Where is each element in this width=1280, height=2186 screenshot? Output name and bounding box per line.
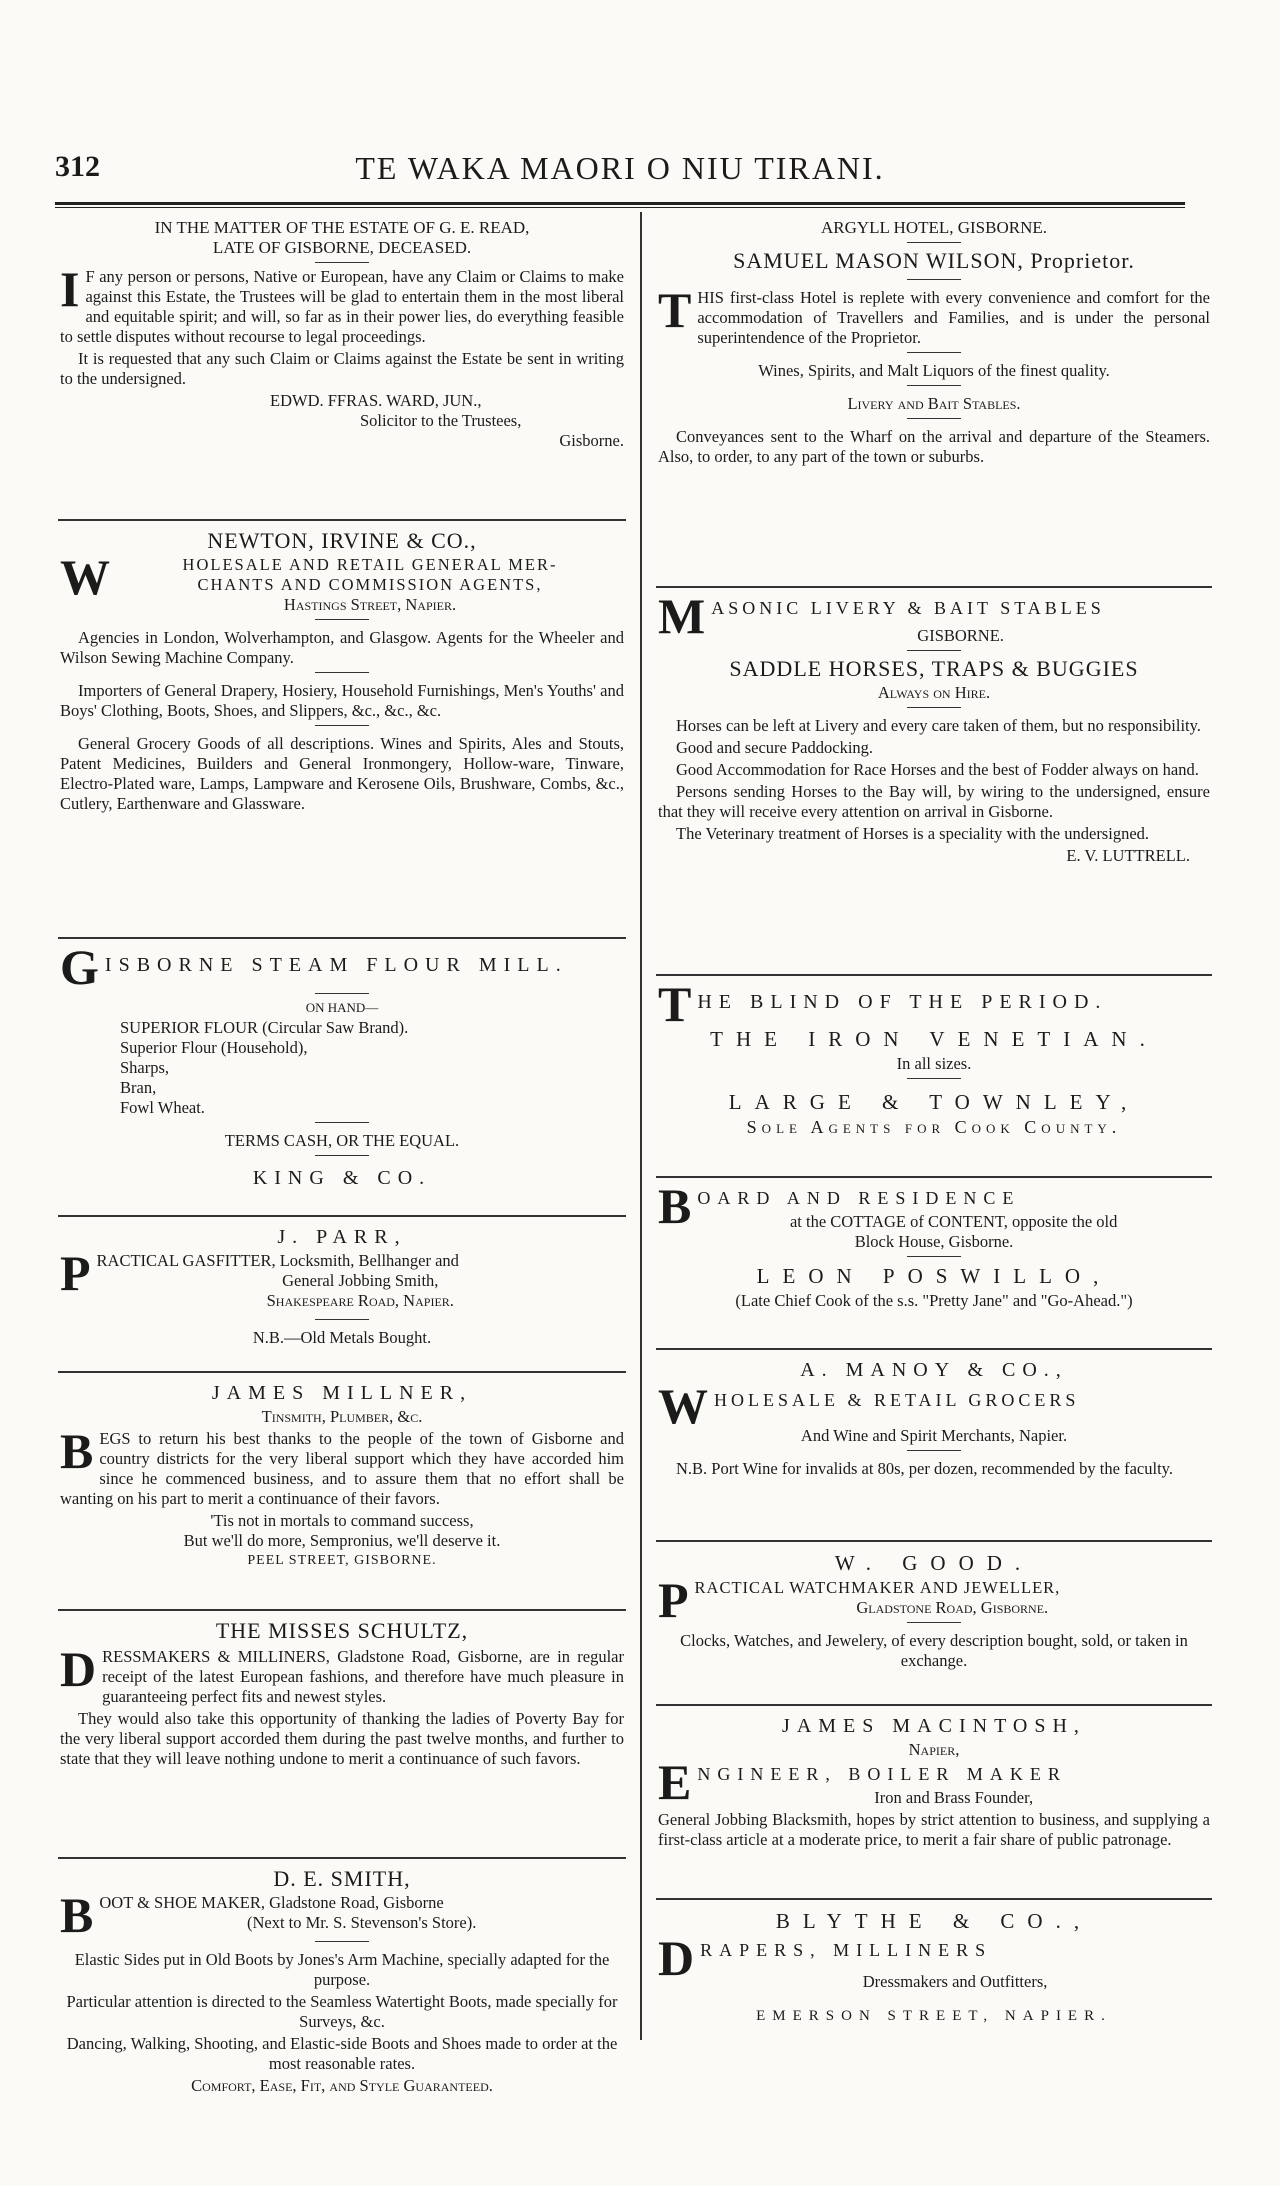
ad-text: General Jobbing Blacksmith, hopes by strict attention to business, and supplying a first-class article at a moderate price, to merit a fair share of public patronage.	[658, 1810, 1210, 1849]
product-item: SUPERIOR FLOUR (Circular Saw Brand).	[120, 1018, 409, 1037]
product-item: Superior Flour (Household),	[120, 1038, 308, 1057]
ad-text: It is requested that any such Claim or Claims against the Estate be sent in writing to the undersigned.	[60, 349, 624, 388]
signature: EDWD. FFRAS. WARD, JUN.,	[270, 391, 482, 410]
ad-text: The Veterinary treatment of Horses is a speciality with the undersigned.	[676, 824, 1150, 843]
ad-place: Napier,	[908, 1740, 960, 1759]
ad-james-millner	[58, 1373, 626, 1611]
right-column	[656, 212, 1212, 2034]
ad-tagline: Comfort, Ease, Fit, and Style Guaranteed.	[191, 2076, 493, 2095]
ad-address: Gladstone Road, Gisborne.	[856, 1598, 1049, 1617]
ad-misses-schultz	[58, 1611, 626, 1859]
ad-gisborne-flour-mill	[58, 939, 626, 1217]
product-item: Fowl Wheat.	[120, 1098, 205, 1117]
quote-line: 'Tis not in mortals to command success,	[210, 1511, 474, 1530]
ad-j-parr	[58, 1217, 626, 1373]
ad-blind-of-the-period	[656, 976, 1212, 1178]
ad-firm-name: J. PARR,	[277, 1226, 407, 1248]
ad-text: at the COTTAGE of CONTENT, opposite the old	[789, 1212, 1118, 1231]
ad-heading: HE BLIND OF THE PERIOD.	[697, 991, 1108, 1013]
drop-cap: M	[658, 588, 706, 644]
ad-text: RESSMAKERS & MILLINERS, Gladstone Road, Gisborne, are in regular receipt of the latest European fashions, and therefore have much pleasure in guaranteeing perfect fits and newest styles.	[102, 1647, 624, 1706]
ad-firm-name: A. MANOY & CO.,	[800, 1359, 1068, 1381]
ad-text: F any person or persons, Native or European, have any Claim or Claims to make against this Estate, the Trustees will be glad to entertain them in the most liberal and equitable spirit; and will, so far as in their power lies, do everything feasible to settle disputes without recourse to legal proceedings.	[60, 267, 624, 346]
signature-place: Gisborne.	[559, 431, 624, 450]
ad-heading: RACTICAL GASFITTER, Locksmith, Bellhanger and	[96, 1251, 459, 1270]
header-rule-thin	[55, 207, 1185, 208]
ad-subheading: SADDLE HORSES, TRAPS & BUGGIES	[729, 656, 1139, 681]
ad-agents: Sole Agents for Cook County.	[746, 1117, 1122, 1137]
on-hand-label: ON HAND—	[305, 1000, 379, 1015]
ad-sizes: In all sizes.	[896, 1054, 972, 1073]
ad-firm-name: D. E. SMITH,	[273, 1866, 411, 1891]
ad-heading: RACTICAL WATCHMAKER AND JEWELLER,	[694, 1578, 1061, 1597]
product-item: Sharps,	[120, 1058, 170, 1077]
ad-text: Importers of General Drapery, Hosiery, Household Furnishings, Men's Youths' and Boys' Clothing, Boots, Shoes, and Slippers, &c., &c., &c.	[60, 681, 624, 720]
ad-firm-name: THE MISSES SCHULTZ,	[215, 1618, 469, 1643]
drop-cap: D	[658, 1930, 695, 1986]
ad-hire: Always on Hire.	[877, 683, 991, 702]
product-item: Bran,	[120, 1078, 157, 1097]
ad-text: General Grocery Goods of all descriptions. Wines and Spirits, Ales and Stouts, Patent Medicines, Builders and General Ironmongery, Hollow-ware, Tinware, Electro-Plated ware, Lamps, Lampware and Kerosene Oils, Brushware, Combs, &c., Cutlery, Earthenware and Glassware.	[60, 734, 624, 813]
ad-heading: General Jobbing Smith,	[282, 1271, 439, 1290]
ad-heading: ISBORNE STEAM FLOUR MILL.	[104, 954, 568, 976]
left-column	[58, 212, 626, 2104]
signature-role: Solicitor to the Trustees,	[360, 411, 522, 430]
ad-board-and-residence	[656, 1178, 1212, 1350]
ad-text: They would also take this opportunity of thanking the ladies of Poverty Bay for the very liberal support accorded them during the past twelve months, and further to state that they will leave nothing undone to merit a continuance of such favors.	[60, 1709, 624, 1768]
ad-address: PEEL STREET, GISBORNE.	[247, 1553, 437, 1568]
ad-text: Clocks, Watches, and Jewelery, of every description bought, sold, or taken in exchange.	[680, 1631, 1188, 1670]
page-header	[55, 150, 1185, 194]
ad-subtitle: LATE OF GISBORNE, DECEASED.	[212, 238, 472, 257]
ad-heading: OOT & SHOE MAKER, Gladstone Road, Gisborne	[99, 1893, 444, 1912]
header-rule	[55, 202, 1185, 205]
ad-text: Block House, Gisborne.	[854, 1232, 1014, 1251]
ad-text: Dancing, Walking, Shooting, and Elastic-side Boots and Shoes made to order at the most reasonable rates.	[66, 2034, 618, 2073]
drop-cap: P	[658, 1572, 689, 1628]
ad-address: EMERSON STREET, NAPIER.	[756, 2008, 1112, 2024]
drop-cap: T	[658, 282, 692, 338]
ad-heading: (Next to Mr. S. Stevenson's Store).	[246, 1913, 477, 1932]
drop-cap: I	[60, 261, 80, 317]
ad-text: And Wine and Spirit Merchants, Napier.	[800, 1426, 1068, 1445]
ad-heading: NGINEER, BOILER MAKER	[697, 1764, 1067, 1784]
newspaper-title: TE WAKA MAORI O NIU TIRANI.	[355, 150, 885, 186]
drop-cap: T	[658, 976, 692, 1032]
drop-cap: B	[60, 1887, 94, 1943]
ad-place: GISBORNE.	[917, 626, 1004, 645]
ad-argyll-hotel	[656, 212, 1212, 588]
ad-heading: HOLESALE AND RETAIL GENERAL MER-	[182, 555, 558, 574]
ad-text: Horses can be left at Livery and every care taken of them, but no responsibility.	[676, 716, 1201, 735]
ad-read-estate	[58, 212, 626, 521]
ad-text: Good Accommodation for Race Horses and the best of Fodder always on hand.	[676, 760, 1199, 779]
ad-newton-irvine	[58, 521, 626, 939]
drop-cap: B	[658, 1178, 692, 1234]
ad-firm-name: BLYTHE & CO.,	[775, 1909, 1093, 1933]
ad-heading: OARD AND RESIDENCE	[697, 1188, 1021, 1208]
terms: TERMS CASH, OR THE EQUAL.	[224, 1131, 460, 1150]
ad-a-manoy	[656, 1350, 1212, 1542]
ad-text: Particular attention is directed to the Seamless Watertight Boots, made specially for Surveys, &c.	[66, 1992, 618, 2031]
ad-note: N.B. Port Wine for invalids at 80s, per dozen, recommended by the faculty.	[676, 1459, 1173, 1478]
ad-firm-name: LARGE & TOWNLEY,	[728, 1090, 1140, 1114]
ad-text: Persons sending Horses to the Bay will, by wiring to the undersigned, ensure that they will receive every attention on arrival in Gisborne.	[658, 782, 1210, 821]
ad-text: Wines, Spirits, and Malt Liquors of the finest quality.	[758, 361, 1110, 380]
ad-heading: RAPERS, MILLINERS	[700, 1940, 993, 1960]
ad-firm-name: W. GOOD.	[834, 1551, 1034, 1575]
ad-heading: HOLESALE & RETAIL GROCERS	[714, 1390, 1080, 1410]
ad-proprietor: SAMUEL MASON WILSON, Proprietor.	[733, 248, 1135, 273]
ad-firm-name: LEON POSWILLO,	[756, 1264, 1112, 1288]
ad-text: Good and secure Paddocking.	[676, 738, 874, 757]
ad-address: Hastings Street, Napier.	[283, 595, 457, 614]
ad-subheading: THE IRON VENETIAN.	[710, 1027, 1158, 1051]
ad-blythe	[656, 1900, 1212, 2034]
quote-line: But we'll do more, Sempronius, we'll deserve it.	[183, 1531, 501, 1550]
drop-cap: P	[60, 1245, 91, 1301]
ad-firm-name: JAMES MACINTOSH,	[782, 1715, 1086, 1737]
ad-title: IN THE MATTER OF THE ESTATE OF G. E. READ,	[154, 218, 530, 237]
ad-note: (Late Chief Cook of the s.s. "Pretty Jane" and "Go-Ahead.")	[735, 1291, 1133, 1310]
ad-masonic-livery	[656, 588, 1212, 976]
drop-cap: B	[60, 1423, 94, 1479]
ad-text: Elastic Sides put in Old Boots by Jones's Arm Machine, specially adapted for the purpose.	[74, 1950, 610, 1989]
page-number: 312	[55, 150, 100, 183]
ad-text: HIS first-class Hotel is replete with every convenience and comfort for the accommodation of Travellers and Families, and is under the personal superintendence of the Proprietor.	[697, 288, 1210, 347]
ad-firm-name: NEWTON, IRVINE & CO.,	[207, 528, 477, 553]
ad-w-good	[656, 1542, 1212, 1706]
drop-cap: W	[658, 1378, 708, 1434]
column-divider	[640, 212, 642, 2040]
ad-text: Dressmakers and Outfitters,	[862, 1972, 1048, 1991]
ad-text: Agencies in London, Wolverhampton, and Glasgow. Agents for the Wheeler and Wilson Sewing Machine Company.	[60, 628, 624, 667]
ad-trade: Tinsmith, Plumber, &c.	[261, 1407, 423, 1426]
ad-note: N.B.—Old Metals Bought.	[252, 1328, 432, 1347]
ad-address: Shakespeare Road, Napier.	[266, 1291, 454, 1310]
ad-text: Livery and Bait Stables.	[847, 394, 1021, 413]
ad-heading: ASONIC LIVERY & BAIT STABLES	[711, 598, 1105, 618]
ad-title: ARGYLL HOTEL, GISBORNE.	[820, 218, 1048, 237]
ad-d-e-smith	[58, 1859, 626, 2104]
signature: E. V. LUTTRELL.	[1066, 846, 1190, 865]
ad-text: Conveyances sent to the Wharf on the arrival and departure of the Steamers. Also, to order, to any part of the town or suburbs.	[658, 427, 1210, 466]
ad-text: Iron and Brass Founder,	[874, 1788, 1034, 1807]
drop-cap: W	[60, 549, 110, 605]
ad-text: EGS to return his best thanks to the people of the town of Gisborne and country districts for the very liberal support which they have accorded him since he commenced business, and to assure them that no effort shall be wanting on his part to merit a continuance of their favors.	[60, 1429, 624, 1508]
ad-heading: CHANTS AND COMMISSION AGENTS,	[197, 575, 543, 594]
ad-firm-name: JAMES MILLNER,	[211, 1382, 473, 1404]
drop-cap: E	[658, 1754, 692, 1810]
drop-cap: D	[60, 1641, 97, 1697]
drop-cap: G	[60, 939, 99, 995]
ad-firm-name: KING & CO.	[252, 1167, 432, 1189]
ad-james-macintosh	[656, 1706, 1212, 1900]
